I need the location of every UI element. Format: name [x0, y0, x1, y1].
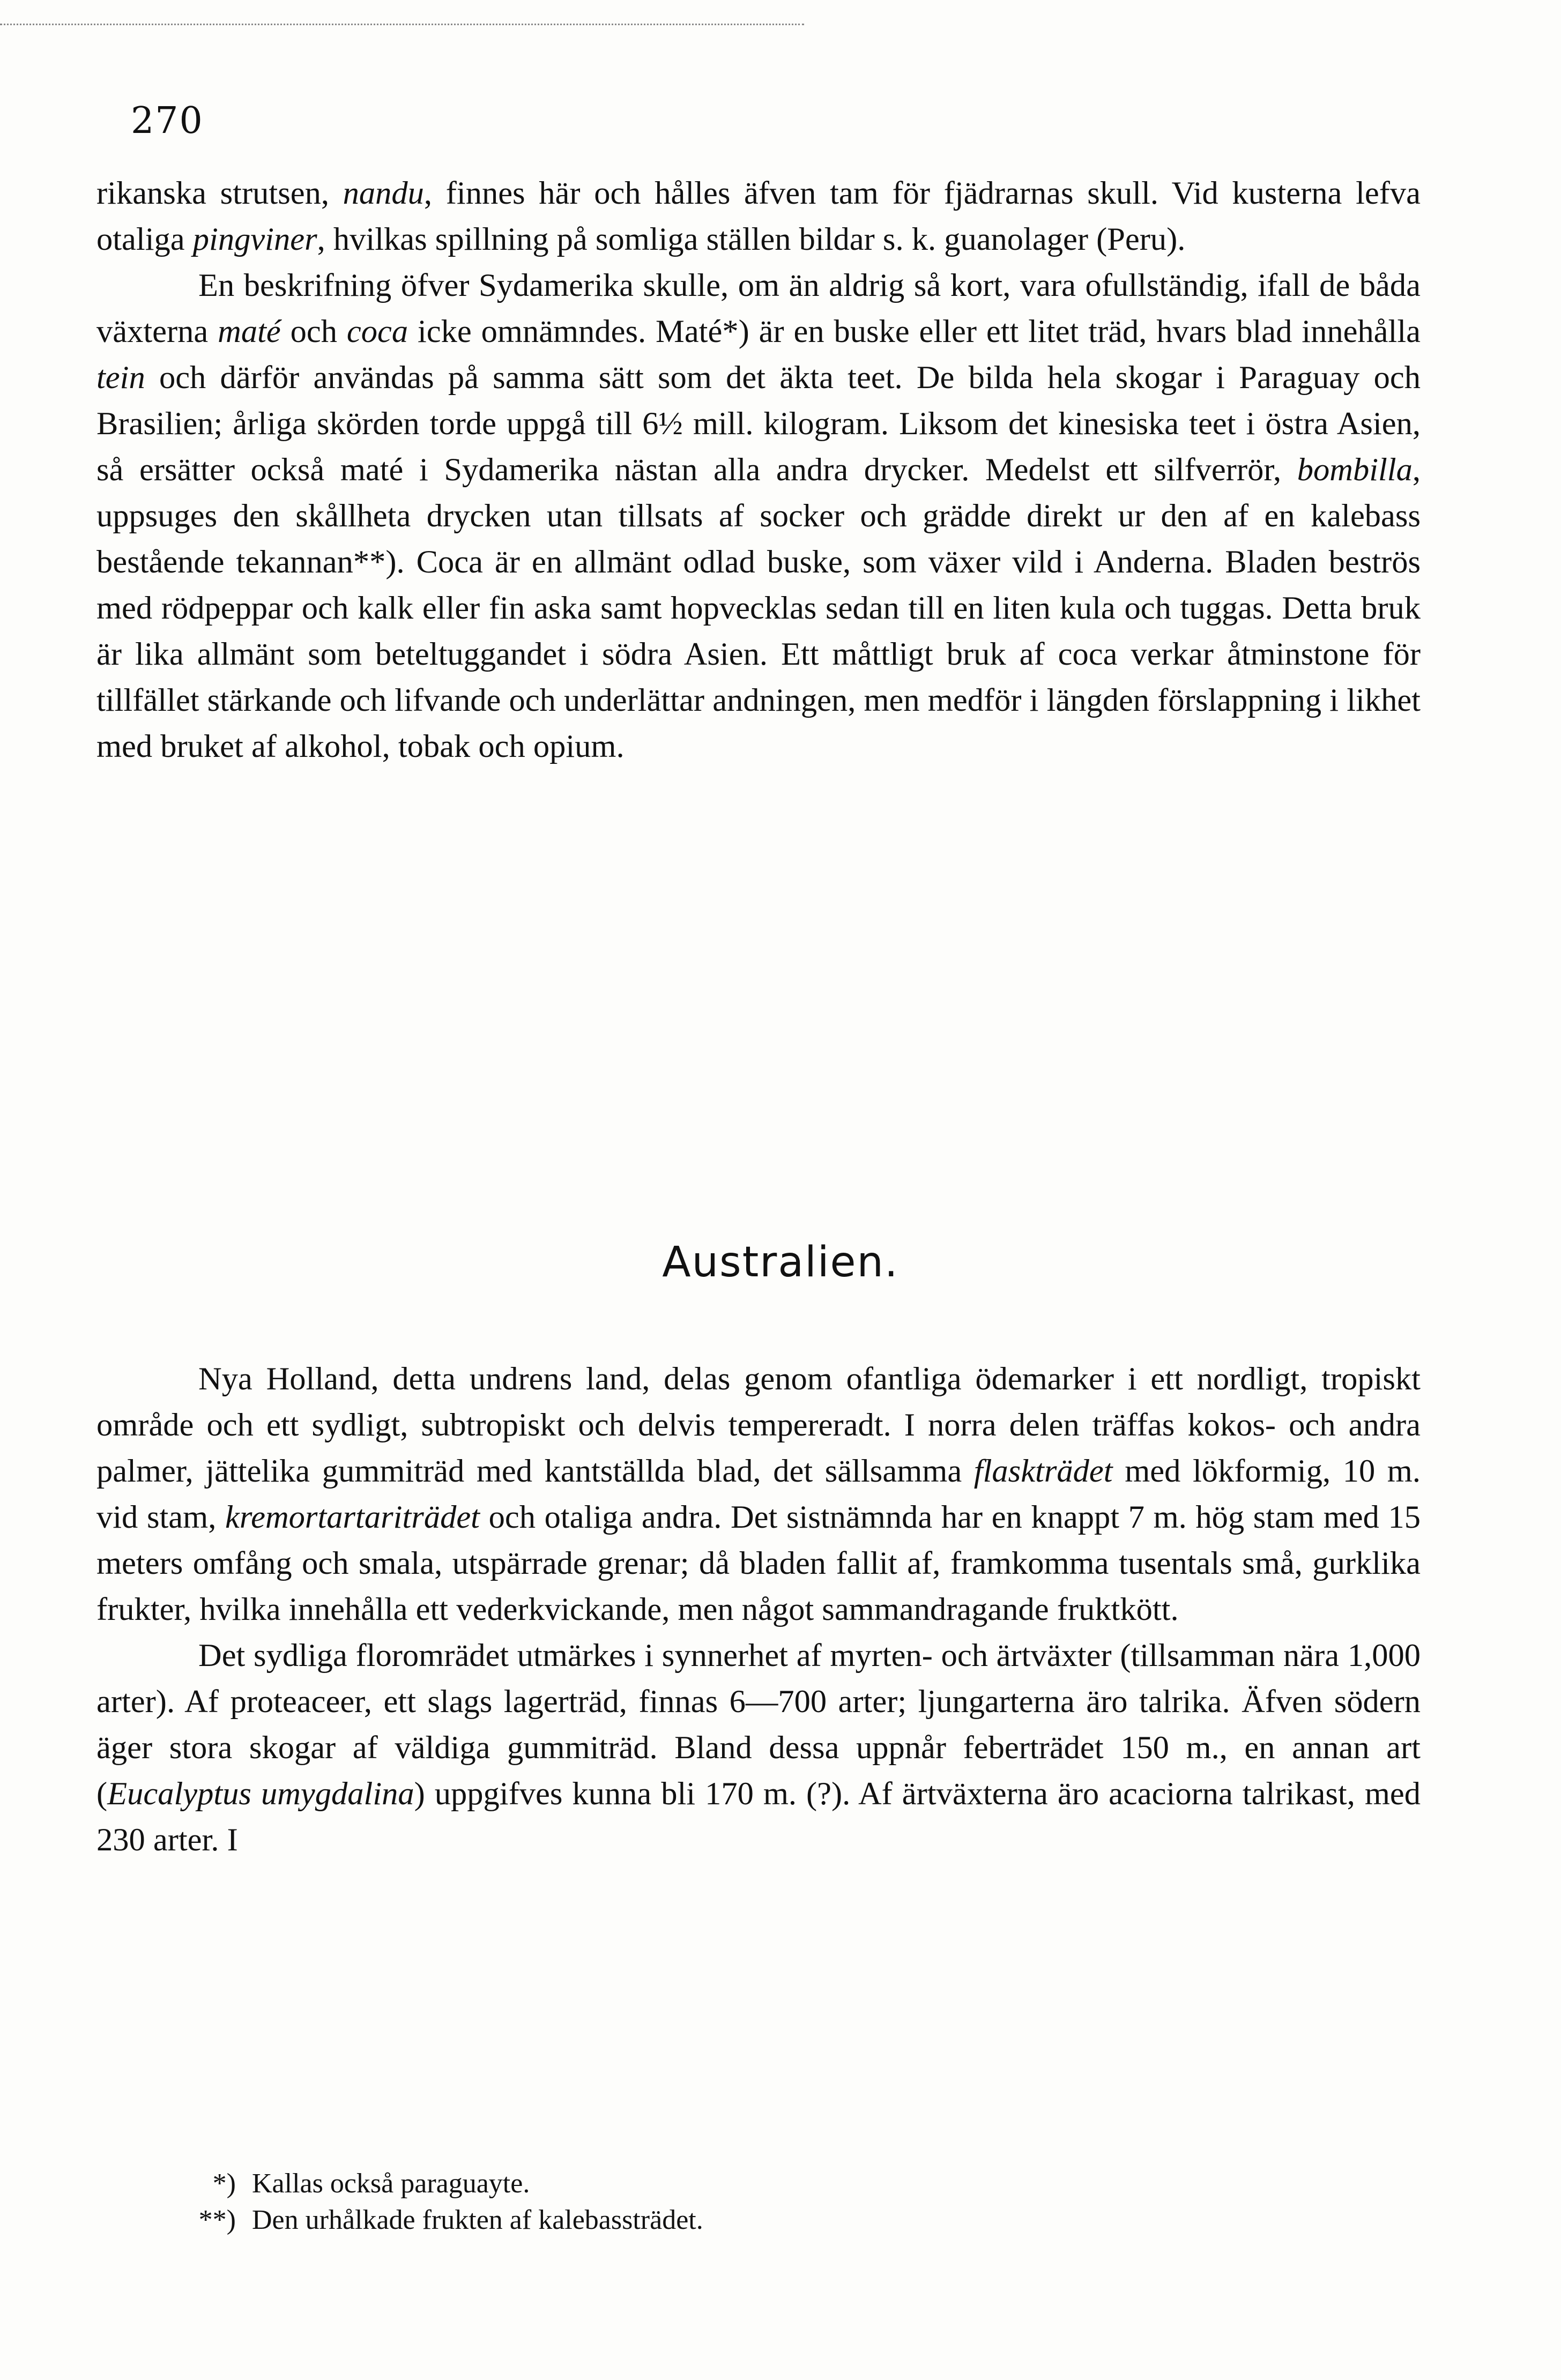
text-run: En beskrifning öfver Sydamerika skulle, om än aldrig så kort, vara ofullständig, ifall de båda växterna [96, 267, 1421, 349]
text-run: med lökformig, 10 m. vid stam, [96, 1453, 1421, 1535]
text-run: och därför användas på samma sätt som det äkta teet. De bilda hela skogar i Paraguay och Brasilien; årliga skörden torde uppgå till 6½ mill. kilogram. Liksom det kinesiska teet i östra Asien, så ersätter också maté i Sydamerika nästan alla andra drycker. Medelst ett silfverrör, [96, 360, 1421, 488]
paragraph [96, 263, 1421, 770]
italic-term: tein [96, 360, 145, 396]
italic-term: coca [346, 314, 408, 349]
text-run: och [280, 314, 347, 349]
section-heading: Australien. [662, 1238, 899, 1286]
italic-term: maté [218, 314, 281, 349]
paragraph [96, 1356, 1421, 1633]
footnotes [96, 2166, 1383, 2238]
text-run: Det sydliga floromrädet utmärkes i synnerhet af myrten- och ärtväxter (tillsamman nära 1,000 arter). Af proteaceer, ett slags lagerträd, finnas 6—700 arter; ljungarterna äro talrika. Äfven södern äger stora skogar af väldiga gummiträd. Bland dessa uppnår feberträdet 150 m., en annan art ( [96, 1638, 1421, 1812]
text-run: , hvilkas spillning på somliga ställen bildar s. k. guanolager (Peru). [317, 221, 1186, 257]
text-run: , finnes här och hålles äfven tam för fjädrarnas skull. Vid kusterna lefva otaliga [96, 175, 1421, 257]
italic-term: kremortartariträdet [225, 1499, 480, 1535]
paragraph [96, 1633, 1421, 1863]
footnote-marker: *) [212, 2168, 236, 2199]
text-run: och otaliga andra. Det sistnämnda har en knappt 7 m. hög stam med 15 meters omfång och smala, utspärrade grenar; då bladen fallit af, framkomma tusentals små, gurklika frukter, hvilka innehålla ett vederkvickande, men något sammandragande fruktkött. [96, 1499, 1421, 1627]
text-run: icke omnämndes. Maté*) är en buske eller ett litet träd, hvars blad innehålla [408, 314, 1421, 349]
footnote-text: Kallas också paraguayte. [252, 2168, 530, 2199]
text-run: ) uppgifves kunna bli 170 m. (?). Af ärtväxterna äro acaciorna talrikast, med 230 arter. I [96, 1776, 1421, 1858]
page-number: 270 [131, 100, 204, 142]
text-run: rikanska strutsen, [96, 175, 343, 211]
footnote-text: Den urhålkade frukten af kalebassträdet. [252, 2205, 703, 2235]
italic-term: Eucalyptus umygdalina [107, 1776, 414, 1812]
italic-term: nandu [343, 175, 424, 211]
text-run: , uppsuges den skållheta drycken utan tillsats af socker och grädde direkt ur den af en kalebass bestående tekannan**). Coca är en allmänt odlad buske, som växer vild i Anderna. Bladen beströs med rödpeppar och kalk eller fin aska samt hopvecklas sedan till en liten kula och tuggas. Detta bruk är lika allmänt som beteltuggandet i södra Asien. Ett måttligt bruk af coca verkar åtminstone för tillfället stärkande och lifvande och underlättar andningen, men medför i längden förslappning i likhet med bruket af alkohol, tobak och opium. [96, 452, 1421, 764]
top-border-rule [0, 24, 804, 25]
italic-term: pingviner [192, 221, 317, 257]
paragraph [96, 170, 1421, 263]
footnote [96, 2202, 1383, 2238]
text-run: Nya Holland, detta undrens land, delas genom ofantliga ödemarker i ett nordligt, tropiskt område och ett sydligt, subtropiskt och delvis tempereradt. I norra delen träffas kokos- och andra palmer, jättelika gummiträd med kantställda blad, det sällsamma [96, 1361, 1421, 1489]
footnote [96, 2166, 1383, 2202]
italic-term: bombilla [1297, 452, 1413, 488]
text-block-australien [96, 1356, 1421, 1863]
italic-term: flaskträdet [973, 1453, 1113, 1489]
footnote-marker: **) [198, 2205, 236, 2235]
text-block-sydamerika [96, 170, 1421, 770]
